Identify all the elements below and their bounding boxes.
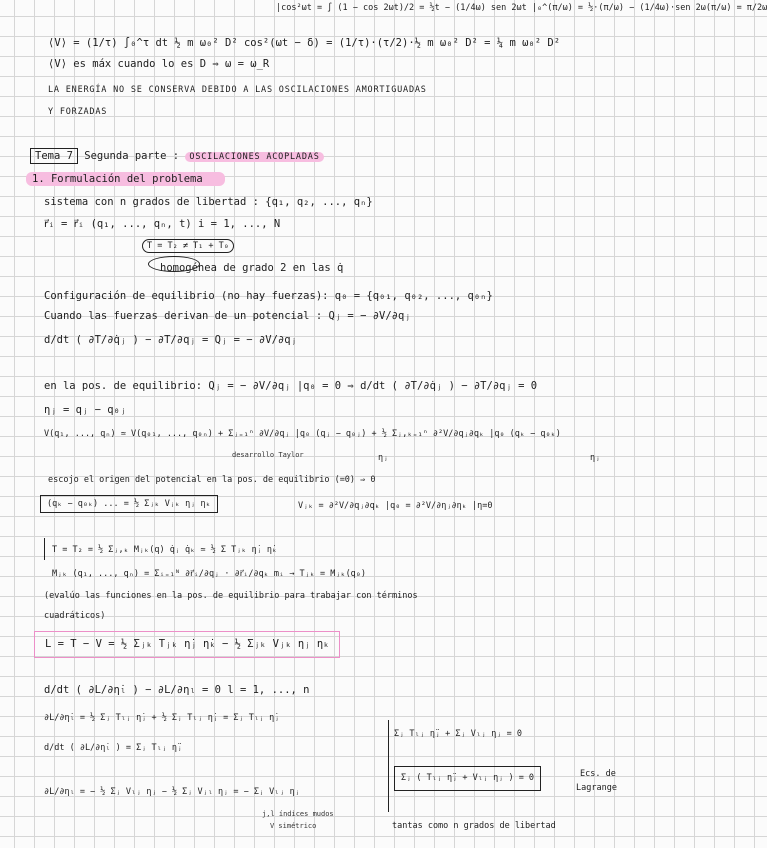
vjk-definition: Vⱼₖ = ∂²V/∂qⱼ∂qₖ |q₀ = ∂²V/∂ηⱼ∂ηₖ |η=0: [298, 501, 493, 511]
taylor-label: desarrollo Taylor: [232, 451, 304, 459]
equations-label: Ecs. de: [580, 769, 616, 779]
position-vector: r⃗ᵢ = r⃗ᵢ (q₁, ..., qₙ, t) i = 1, ..., N: [44, 218, 281, 230]
topic-title: OSCILACIONES ACOPLADAS: [185, 152, 323, 162]
eta-definition: ηⱼ = qⱼ − q₀ⱼ: [44, 404, 127, 416]
max-condition: ⟨V⟩ es máx cuando lo es D ⇒ ω = ω_R: [48, 58, 270, 70]
dummy-indices-note: j,l índices mudos: [262, 810, 334, 818]
lagrangian: L = T − V = ½ Σⱼₖ Tⱼₖ η̇ⱼ η̇ₖ − ½ Σⱼₖ Vⱼₖ ηⱼ ηₖ: [34, 631, 340, 658]
homogeneous-note: homogénea de grado 2 en las q̇: [160, 262, 344, 274]
energy-note: LA ENERGÍA NO SE CONSERVA DEBIDO A LAS OSCILACIONES AMORTIGUADAS: [48, 85, 427, 95]
kinetic-energy-form: T = T₂ ≠ T₁ + T₀: [142, 240, 234, 253]
equilibrium-config: Configuración de equilibrio (no hay fuerzas): q₀ = {q₀₁, q₀₂, ..., q₀ₙ}: [44, 290, 493, 302]
symmetric-note: V simétrico: [270, 822, 317, 830]
derivative-velocity: ∂L/∂η̇ₗ = ½ Σⱼ Tₗⱼ η̇ⱼ + ½ Σⱼ Tₗⱼ η̇ⱼ = Σⱼ Tₗⱼ η̇ⱼ: [44, 713, 280, 723]
lagrange-equation: d/dt ( ∂T/∂q̇ⱼ ) − ∂T/∂qⱼ = Qⱼ = − ∂V/∂qⱼ: [44, 334, 297, 346]
system-definition: sistema con n grados de libertad : {q₁, q₂, ..., qₙ}: [44, 196, 373, 208]
taylor-expansion: V(q₁, ..., qₙ) ≃ V(q₀₁, ..., q₀ₙ) + Σⱼ₌₁ⁿ ∂V/∂qⱼ |q₀ (qⱼ − q₀ⱼ) + ½ Σⱼ,ₖ₌₁ⁿ ∂²V/∂qⱼ∂qₖ |q₀ (qₖ − q₀ₖ): [44, 429, 561, 439]
equations-label-cont: Lagrange: [576, 783, 617, 793]
conservative-forces: Cuando las fuerzas derivan de un potencial : Qⱼ = − ∂V/∂qⱼ: [44, 310, 411, 322]
evaluation-note-cont: cuadráticos): [44, 611, 106, 621]
part-label: Segunda parte :: [84, 150, 180, 162]
subsection-title: 1. Formulación del problema: [26, 172, 225, 186]
integral-cos-squared: |cos²ωt = ∫ (1 − cos 2ωt)/2 = ½t − (1/4ω) sen 2ωt |₀^(π/ω) = ½·(π/ω) − (1/4ω)·sen 2ω(π/ω) = π/2ω: [276, 3, 767, 13]
degrees-note: tantas como n grados de libertad: [392, 821, 556, 831]
eta-label-2: ηⱼ: [590, 453, 601, 463]
result-bracket: [382, 720, 389, 812]
time-derivative: d/dt ( ∂L/∂η̇ₗ ) = Σⱼ Tₗⱼ η̈ⱼ: [44, 743, 183, 753]
kinetic-energy-expansion: T = T₂ = ½ Σⱼ,ₖ Mⱼₖ(q) q̇ⱼ q̇ₖ ≃ ½ Σ Tⱼₖ η̇ⱼ η̇ₖ: [52, 545, 278, 555]
section-heading: [30, 150, 324, 164]
derivative-coordinate: ∂L/∂ηₗ = − ½ Σⱼ Vₗⱼ ηⱼ − ½ Σⱼ Vⱼₗ ηⱼ = − Σⱼ Vₗⱼ ηⱼ: [44, 787, 300, 797]
mean-potential-energy: ⟨V⟩ = (1/τ) ∫₀^τ dt ½ m ω₀² D² cos²(ωt − δ) = (1/τ)·(τ/2)·½ m ω₀² D² = ¼ m ω₀² D²: [48, 37, 561, 49]
mass-matrix: Mⱼₖ (q₁, ..., qₙ) = Σᵢ₌₁ᴺ ∂r⃗ᵢ/∂qⱼ · ∂r⃗ᵢ/∂qₖ mᵢ → Tⱼₖ = Mⱼₖ(q₀): [52, 569, 367, 579]
subsection-heading: [26, 173, 225, 186]
energy-note-cont: Y FORZADAS: [48, 107, 108, 117]
topic-box: Tema 7: [30, 148, 78, 164]
eta-label-1: ηⱼ: [378, 453, 389, 463]
equation-of-motion: Σⱼ Tₗⱼ η̈ⱼ + Σⱼ Vₗⱼ ηⱼ = 0: [394, 729, 522, 739]
euler-lagrange: d/dt ( ∂L/∂η̇ₗ ) − ∂L/∂ηₗ = 0 l = 1, ..., n: [44, 684, 310, 696]
equation-boxed: Σⱼ ( Tₗⱼ η̈ⱼ + Vₗⱼ ηⱼ ) = 0: [394, 766, 541, 791]
evaluation-note: (evalúo las funciones en la pos. de equilibrio para trabajar con términos: [44, 591, 418, 601]
equilibrium-condition: en la pos. de equilibrio: Qⱼ = − ∂V/∂qⱼ |q₀ = 0 ⇒ d/dt ( ∂T/∂q̇ⱼ ) − ∂T/∂qⱼ = 0: [44, 380, 538, 392]
quadratic-potential: (qₖ − q₀ₖ) ... = ½ Σⱼₖ Vⱼₖ ηⱼ ηₖ: [40, 498, 218, 511]
potential-origin: escojo el origen del potencial en la pos. de equilibrio (=0) ⇒ 0: [48, 475, 376, 485]
